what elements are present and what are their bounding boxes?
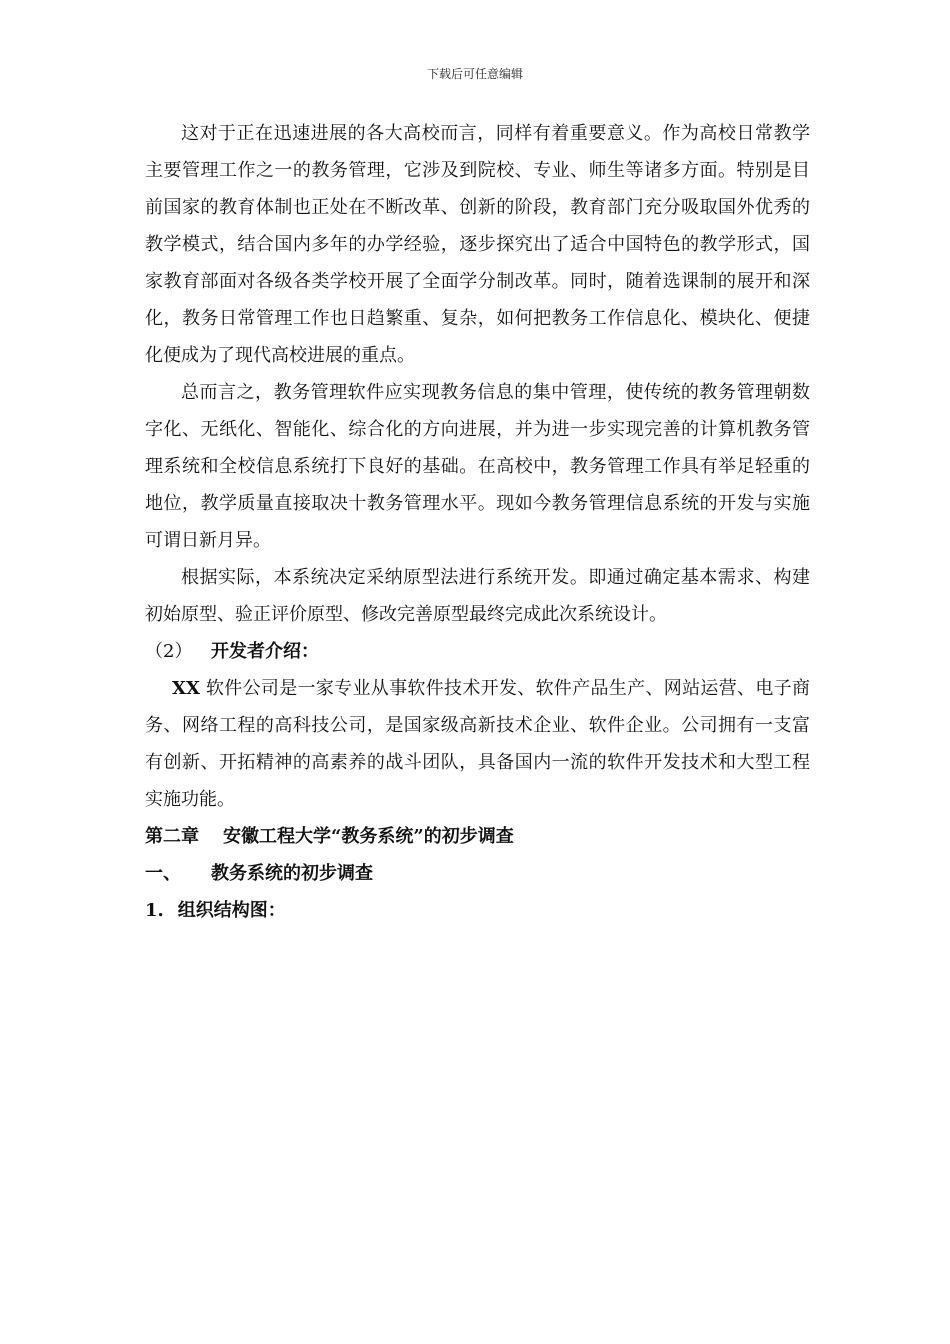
section-heading [145,855,810,892]
paragraph-method: 根据实际，本系统决定采纳原型法进行系统开发。即通过确定基本需求、构建初始原型、验正评价原型、修改完善原型最终完成此次系统设计。 [145,567,810,625]
chapter-number: 第二章 [145,826,199,847]
developer-intro-number: （2） [145,641,193,662]
section-number: 一、 [145,863,181,884]
company-intro-text: 软件公司是一家专业从事软件技术开发、软件产品生产、网站运营、电子商务、网络工程的高科技公司，是国家级高新技术企业、软件企业。公司拥有一支富有创新、开拓精神的高素养的战斗团队，具备国内一流的软件开发技术和大型工程实施功能。 [145,678,810,810]
subsection-number: 1. [145,900,164,921]
paragraph-company-intro [145,670,810,818]
section-title: 教务系统的初步调查 [211,863,373,884]
subsection-heading [145,892,810,929]
chapter-heading [145,818,810,855]
developer-intro-title: 开发者介绍： [211,641,319,662]
paragraph-background: 这对于正在迅速进展的各大高校而言，同样有着重要意义。作为高校日常教学主要管理工作之一的教务管理，它涉及到院校、专业、师生等诸多方面。特别是目前国家的教育体制也正处在不断改革、创新的阶段，教育部门充分吸取国外优秀的教学模式，结合国内多年的办学经验，逐步探究出了适合中国特色的教学形式，国家教育部面对各级各类学校开展了全面学分制改革。同时，随着选课制的展开和深化，教务日常管理工作也日趋繁重、复杂，如何把教务工作信息化、模块化、便捷化便成为了现代高校进展的重点。 [145,123,810,366]
document-body [145,115,810,929]
page-header: 下载后可任意编辑 [426,67,523,81]
chapter-title: 安徽工程大学“教务系统”的初步调查 [223,826,514,847]
subsection-title: 组织结构图： [177,900,286,921]
paragraph-summary: 总而言之，教务管理软件应实现教务信息的集中管理，使传统的教务管理朝数字化、无纸化、智能化、综合化的方向进展，并为进一步实现完善的计算机教务管理系统和全校信息系统打下良好的基础。在高校中，教务管理工作具有举足轻重的地位，教学质量直接取决十教务管理水平。现如今教务管理信息系统的开发与实施可谓日新月异。 [145,382,810,551]
developer-intro-heading [145,633,810,670]
company-brand: XX [172,678,200,699]
